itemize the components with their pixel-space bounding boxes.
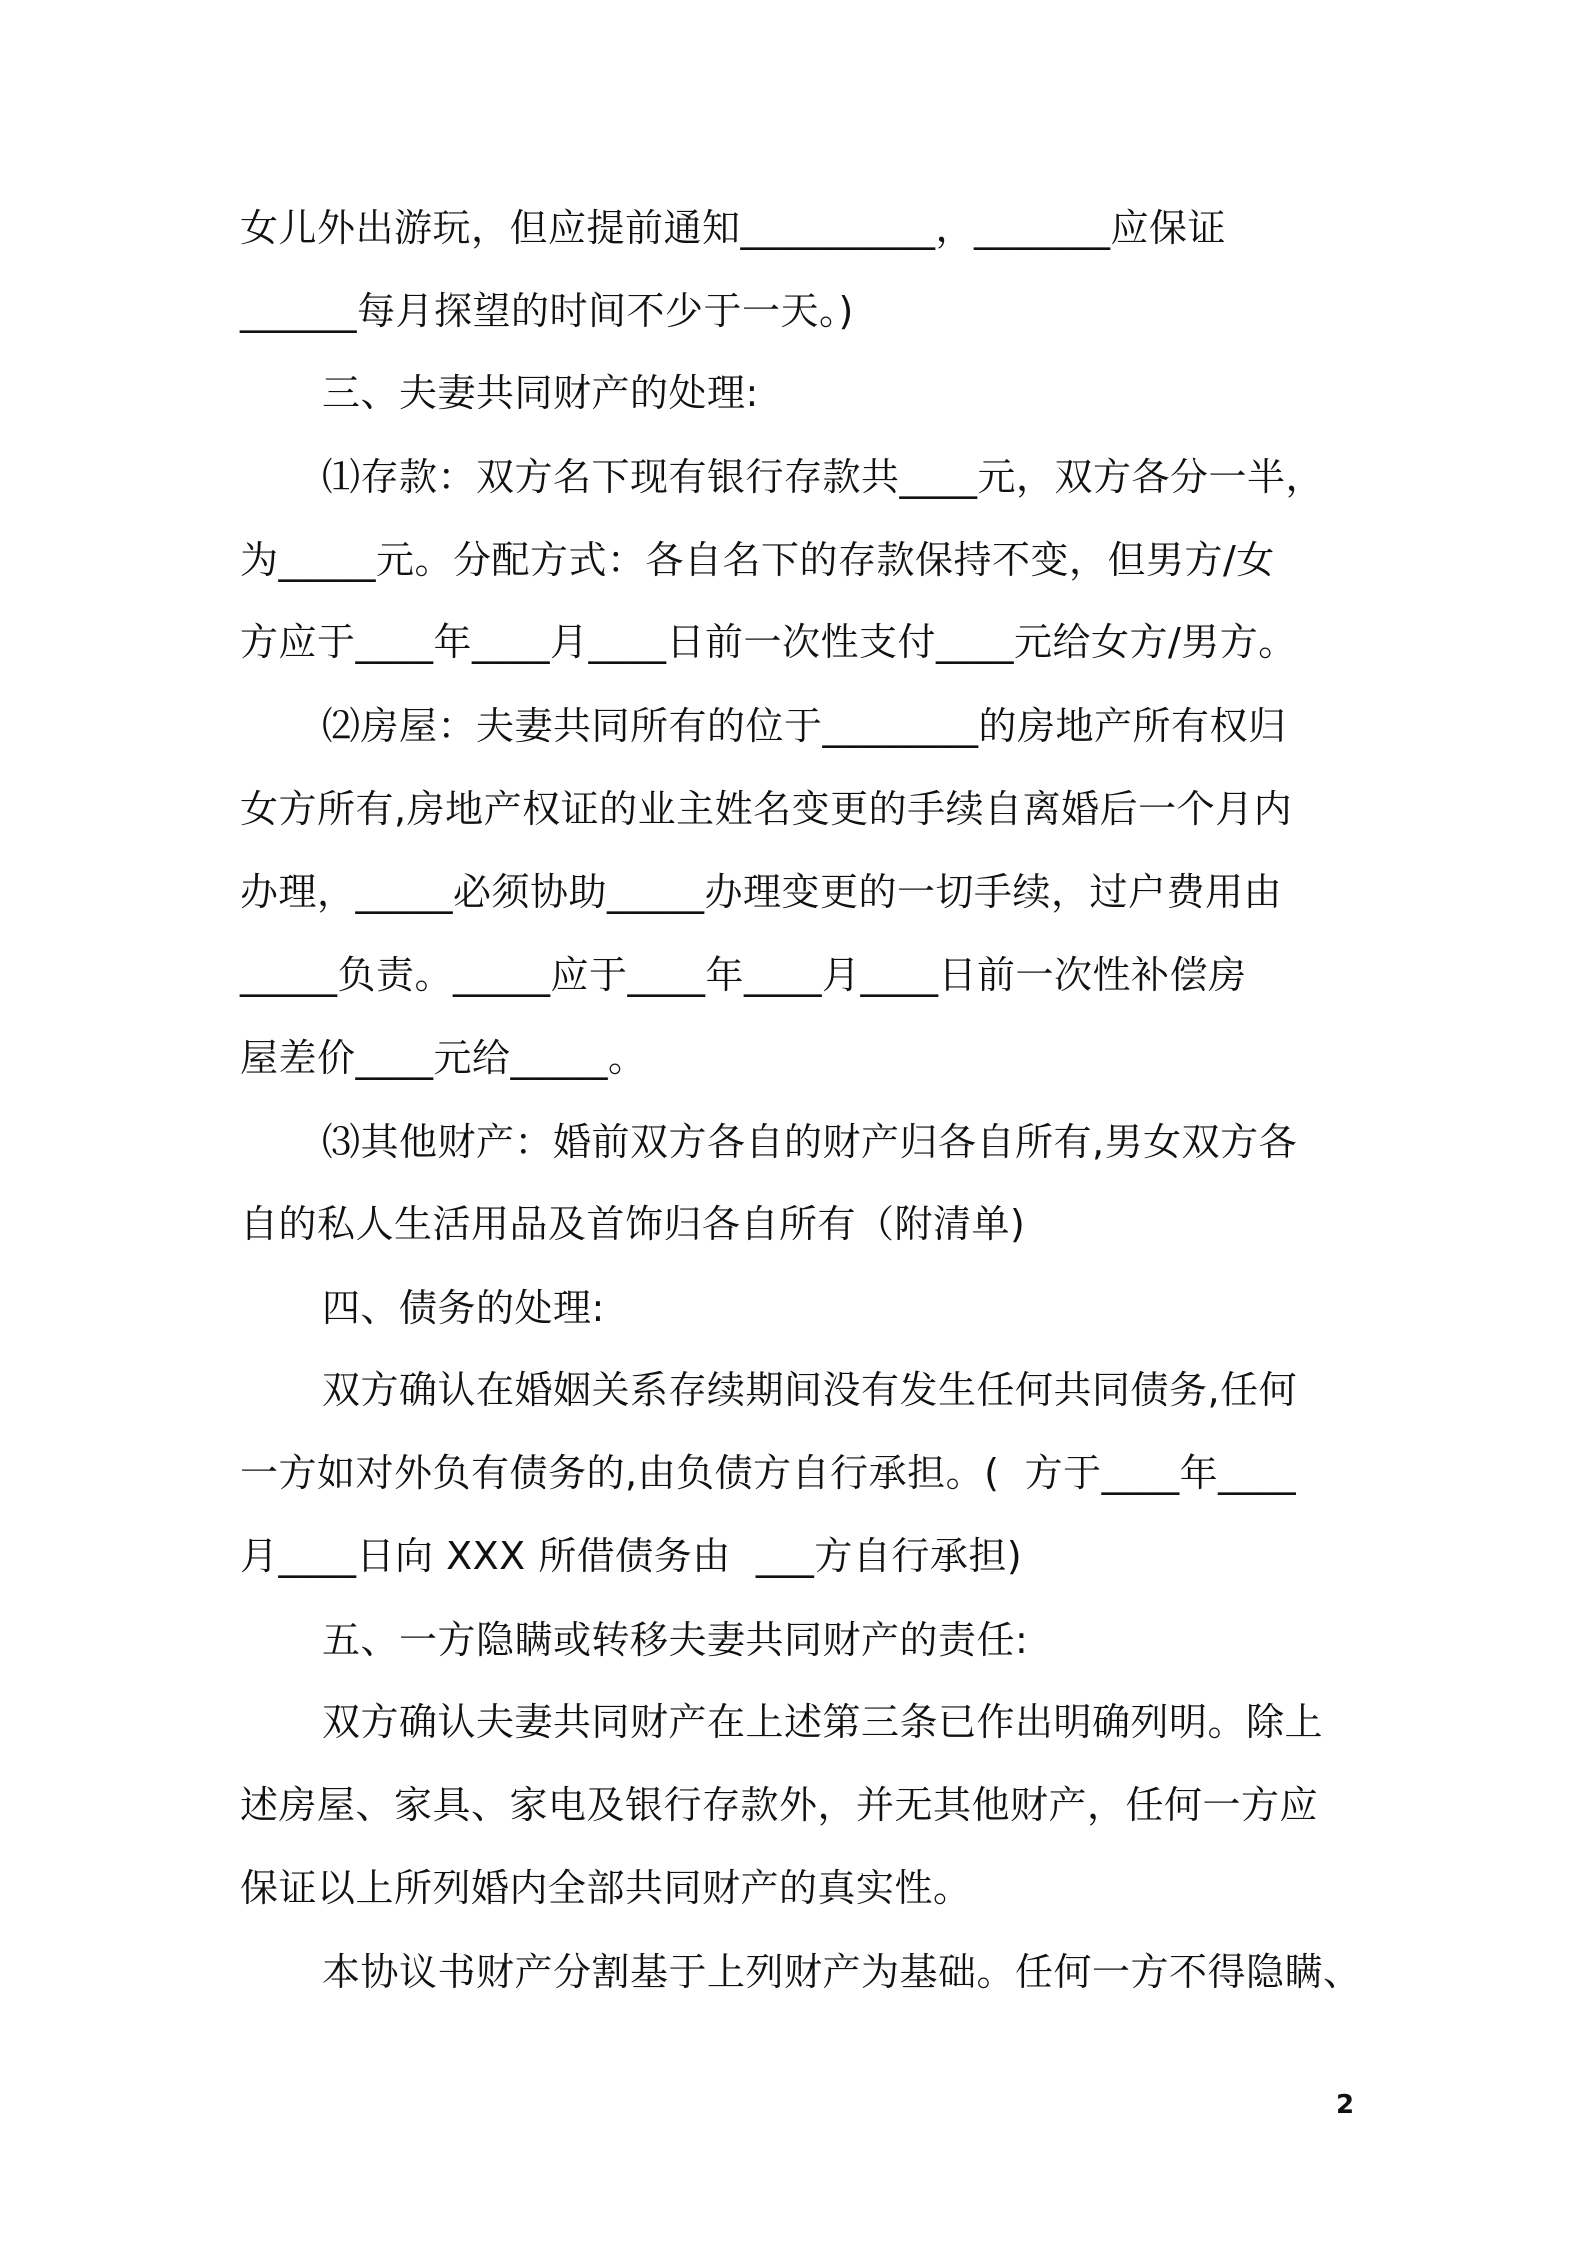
text-line-22: 本协议书财产分割基于上列财产为基础。任何一方不得隐瞒、 xyxy=(322,1950,1362,1994)
text-line-17: 月____日向 XXX 所借债务由 ___方自行承担) xyxy=(240,1534,1023,1578)
text-line-21: 保证以上所列婚内全部共同财产的真实性。 xyxy=(240,1866,972,1910)
text-line-10: _____负责。_____应于____年____月____日前一次性补偿房 xyxy=(240,953,1247,997)
text-line-6: 方应于____年____月____日前一次性支付____元给女方/男方。 xyxy=(240,620,1297,664)
text-line-20: 述房屋、家具、家电及银行存款外，并无其他财产，任何一方应 xyxy=(240,1783,1319,1827)
section-heading-5: 五、一方隐瞒或转移夫妻共同财产的责任: xyxy=(322,1618,1029,1662)
text-line-9: 办理，_____必须协助_____办理变更的一切手续，过户费用由 xyxy=(240,870,1283,914)
text-line-11: 屋差价____元给_____。 xyxy=(240,1036,647,1080)
text-line-7: ⑵房屋：夫妻共同所有的位于________的房地产所有权归 xyxy=(322,704,1287,748)
text-line-5: 为_____元。分配方式：各自名下的存款保持不变，但男方/女 xyxy=(240,538,1275,582)
section-heading-4: 四、债务的处理: xyxy=(322,1286,605,1330)
text-line-15: 双方确认在婚姻关系存续期间没有发生任何共同债务,任何 xyxy=(322,1368,1298,1412)
text-line-4: ⑴存款：双方名下现有银行存款共____元，双方各分一半， xyxy=(322,455,1325,499)
text-line-12: ⑶其他财产：婚前双方各自的财产归各自所有,男女双方各 xyxy=(322,1120,1298,1164)
text-line-1: 女儿外出游玩，但应提前通知__________，_______应保证 xyxy=(240,206,1227,250)
text-line-13: 自的私人生活用品及首饰归各自所有（附清单) xyxy=(240,1202,1026,1246)
text-line-2: ______每月探望的时间不少于一天。) xyxy=(240,289,854,333)
text-line-8: 女方所有,房地产权证的业主姓名变更的手续自离婚后一个月内 xyxy=(240,787,1293,831)
text-line-19: 双方确认夫妻共同财产在上述第三条已作出明确列明。除上 xyxy=(322,1700,1324,1744)
section-heading-3: 三、夫妻共同财产的处理: xyxy=(322,371,759,415)
text-line-16: 一方如对外负有债务的,由负债方自行承担。( 方于____年____ xyxy=(240,1451,1297,1495)
page-number: 2 xyxy=(1336,2090,1355,2120)
